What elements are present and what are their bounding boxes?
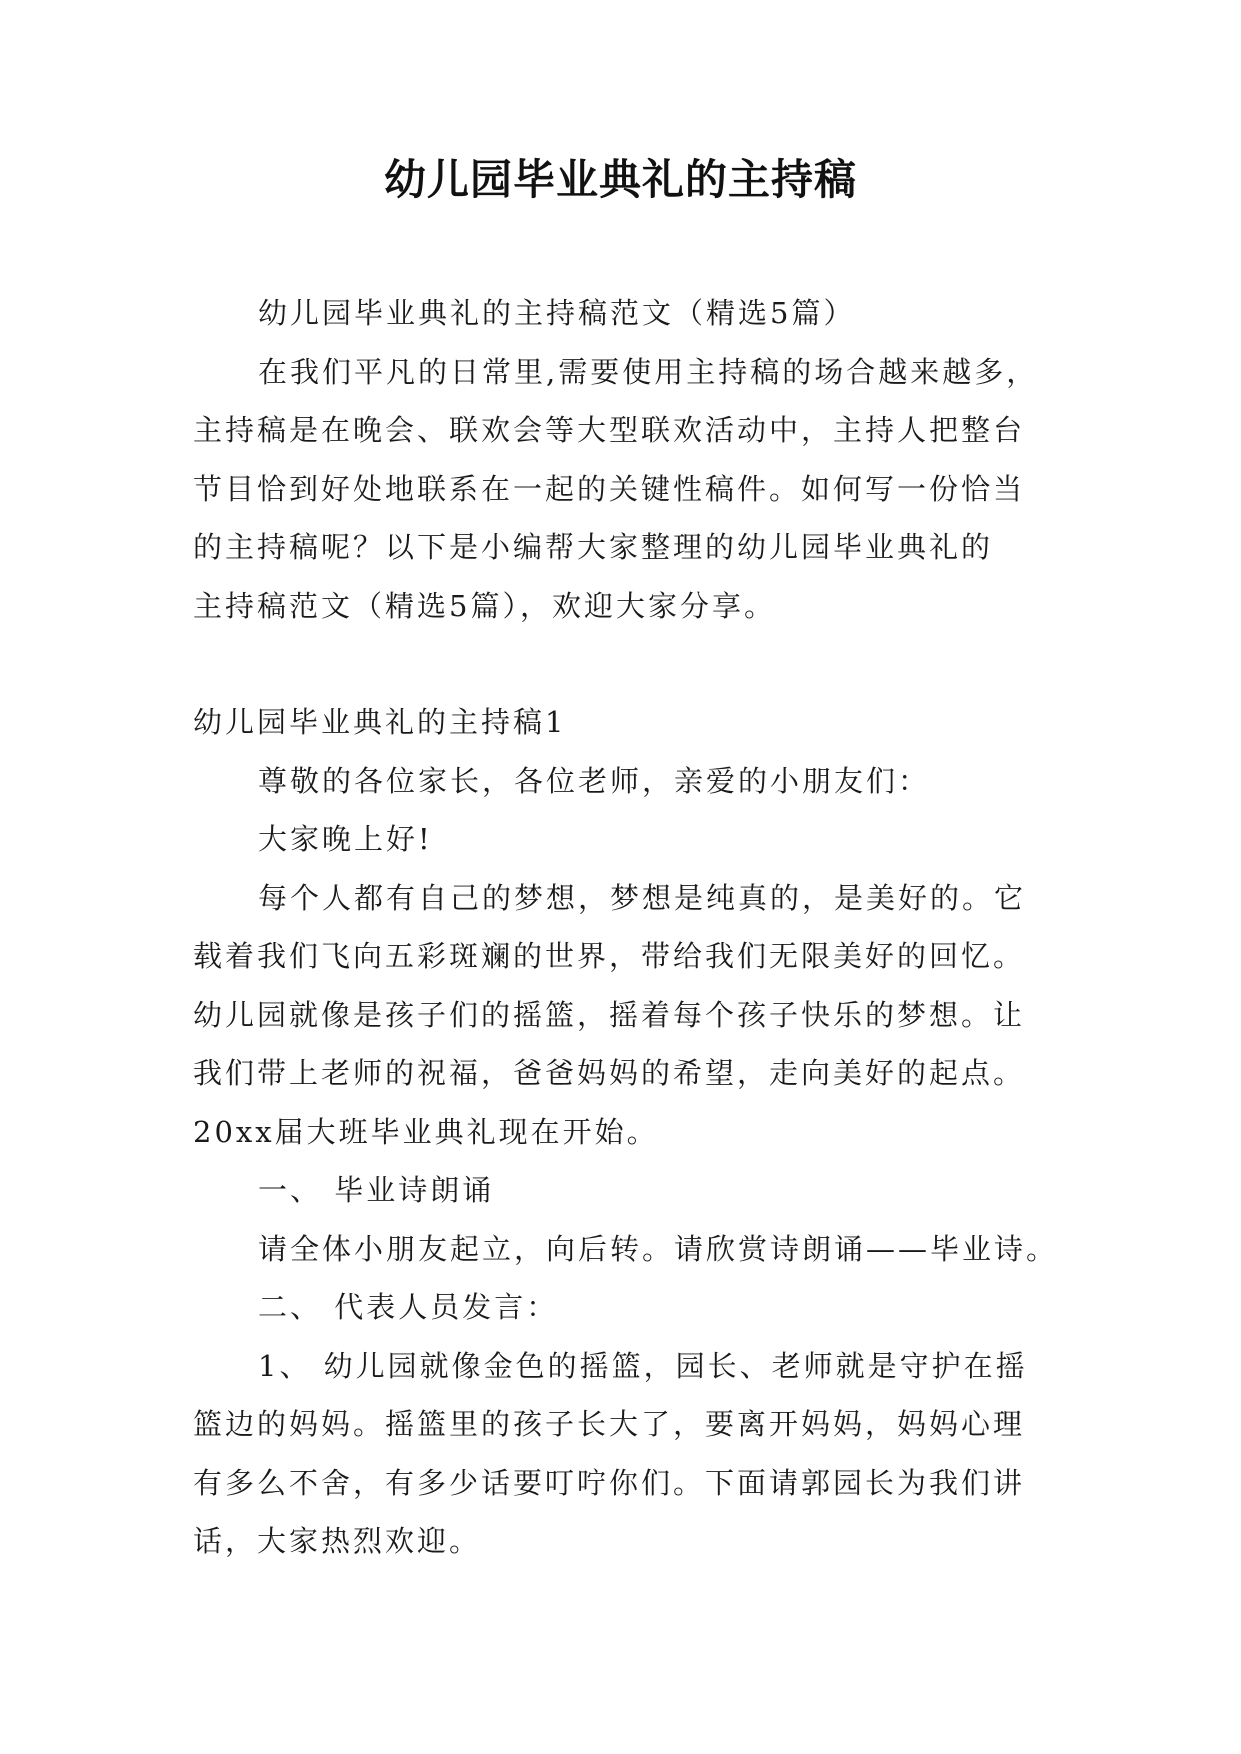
intro-line: 主持稿范文（精选5篇），欢迎大家分享。 — [193, 588, 776, 623]
intro-heading: 幼儿园毕业典礼的主持稿范文（精选5篇） — [258, 296, 856, 330]
speech-line: 1、 幼儿园就像金色的摇篮，园长、老师就是守护在摇 — [258, 1348, 1028, 1383]
intro-line: 主持稿是在晚会、联欢会等大型联欢活动中，主持人把整台 — [193, 413, 1026, 447]
document-body — [193, 284, 1073, 1571]
intro-line: 的主持稿呢？以下是小编帮大家整理的幼儿园毕业典礼的 — [193, 530, 994, 564]
dream-line: 20xx届大班毕业典礼现在开始。 — [193, 1114, 659, 1149]
speech-paragraph — [193, 1337, 1073, 1571]
paragraph-gap — [193, 635, 1073, 693]
intro-line: 在我们平凡的日常里,需要使用主持稿的场合越来越多， — [258, 354, 1039, 389]
intro-paragraph — [193, 343, 1073, 636]
dream-line: 载着我们飞向五彩斑斓的世界，带给我们无限美好的回忆。 — [193, 939, 1026, 973]
program-item-2: 二、 代表人员发言： — [258, 1290, 559, 1324]
dream-line: 幼儿园就像是孩子们的摇篮，摇着每个孩子快乐的梦想。让 — [193, 997, 1026, 1032]
dream-line: 我们带上老师的祝福，爸爸妈妈的希望，走向美好的起点。 — [193, 1056, 1026, 1090]
document-title: 幼儿园毕业典礼的主持稿 — [383, 155, 857, 204]
greeting: 尊敬的各位家长，各位老师，亲爱的小朋友们： — [258, 763, 931, 798]
speech-line: 有多么不舍，有多少话要叮咛你们。下面请郭园长为我们讲 — [193, 1465, 1026, 1500]
speech-line: 篮边的妈妈。摇篮里的孩子长大了，要离开妈妈，妈妈心理 — [193, 1407, 1026, 1441]
speech-line: 话，大家热烈欢迎。 — [193, 1524, 482, 1558]
program-item-1-text: 请全体小朋友起立，向后转。请欣赏诗朗诵——毕业诗。 — [258, 1231, 1059, 1266]
hello-line: 大家晚上好! — [258, 822, 433, 856]
dream-paragraph — [193, 869, 1073, 1162]
dream-line: 每个人都有自己的梦想，梦想是纯真的，是美好的。它 — [258, 880, 1027, 915]
program-item-1: 一、 毕业诗朗诵 — [258, 1173, 495, 1207]
section-heading: 幼儿园毕业典礼的主持稿1 — [193, 705, 567, 739]
intro-line: 节目恰到好处地联系在一起的关键性稿件。如何写一份恰当 — [193, 471, 1026, 506]
